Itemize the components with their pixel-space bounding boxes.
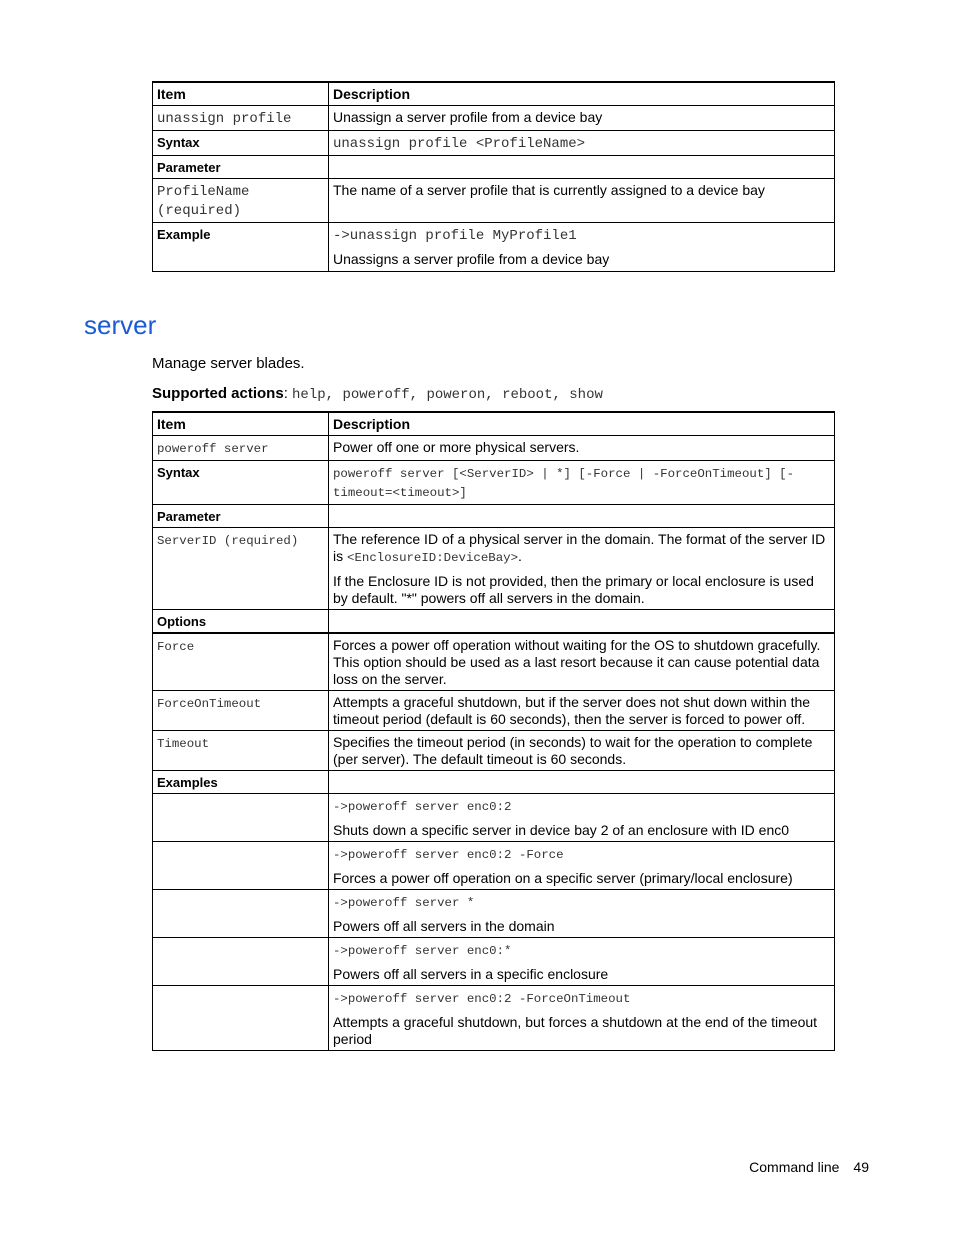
item-cell: Force bbox=[153, 633, 329, 691]
example-description: Powers off all servers in the domain bbox=[333, 918, 555, 934]
item-cell: Timeout bbox=[153, 731, 329, 771]
description-cell bbox=[329, 890, 835, 938]
table-row bbox=[153, 731, 835, 771]
description-cell bbox=[329, 610, 835, 634]
table-row bbox=[153, 890, 835, 938]
footer-section-name: Command line bbox=[749, 1159, 840, 1175]
table-row bbox=[153, 610, 835, 634]
item-cell bbox=[153, 890, 329, 938]
header-item: Item bbox=[153, 412, 329, 436]
description-cell: unassign profile <ProfileName> bbox=[329, 131, 835, 156]
table-row bbox=[153, 179, 835, 223]
description-cell bbox=[329, 771, 835, 794]
table-header-row bbox=[153, 412, 835, 436]
example-command: ->poweroff server * bbox=[333, 896, 475, 910]
example-command: ->poweroff server enc0:* bbox=[333, 944, 512, 958]
table-row bbox=[153, 436, 835, 461]
table-row bbox=[153, 938, 835, 986]
item-cell: Parameter bbox=[153, 505, 329, 528]
description-cell bbox=[329, 794, 835, 842]
description-cell bbox=[329, 156, 835, 179]
table-row bbox=[153, 156, 835, 179]
item-cell: Options bbox=[153, 610, 329, 634]
item-cell: poweroff server bbox=[153, 436, 329, 461]
description-cell bbox=[329, 986, 835, 1051]
supported-actions-list: help, poweroff, poweron, reboot, show bbox=[292, 387, 603, 403]
page-footer bbox=[749, 1159, 869, 1175]
header-description: Description bbox=[329, 82, 835, 106]
item-cell: Syntax bbox=[153, 131, 329, 156]
description-cell bbox=[329, 938, 835, 986]
description-cell: poweroff server [<ServerID> | *] [-Force | -ForceOnTimeout] [-timeout=<timeout>] bbox=[329, 461, 835, 505]
table-row bbox=[153, 461, 835, 505]
example-description: Unassigns a server profile from a device bay bbox=[333, 251, 610, 267]
header-item: Item bbox=[153, 82, 329, 106]
table-header-row bbox=[153, 82, 835, 106]
description-cell: Power off one or more physical servers. bbox=[329, 436, 835, 461]
table-row bbox=[153, 505, 835, 528]
page-number: 49 bbox=[853, 1159, 869, 1175]
description-cell: Forces a power off operation without waiting for the OS to shutdown gracefully. This option should be used as a last resort because it can cause potential data loss on the server. bbox=[329, 633, 835, 691]
item-cell: ForceOnTimeout bbox=[153, 691, 329, 731]
table-row bbox=[153, 633, 835, 691]
table-row bbox=[153, 794, 835, 842]
example-description: Attempts a graceful shutdown, but forces a shutdown at the end of the timeout period bbox=[333, 1014, 818, 1047]
item-cell: Example bbox=[153, 223, 329, 272]
description-cell bbox=[329, 842, 835, 890]
poweroff-server-table bbox=[152, 411, 835, 1051]
description-cell: Attempts a graceful shutdown, but if the server does not shut down within the timeout period (default is 60 seconds), then the server is forced to power off. bbox=[329, 691, 835, 731]
table-row bbox=[153, 106, 835, 131]
supported-actions: Supported actions: help, poweroff, poweron, reboot, show bbox=[152, 385, 603, 403]
description-cell bbox=[329, 223, 835, 272]
item-cell: Parameter bbox=[153, 156, 329, 179]
table-row bbox=[153, 691, 835, 731]
example-description: Shuts down a specific server in device bay 2 of an enclosure with ID enc0 bbox=[333, 822, 790, 838]
description-cell: The name of a server profile that is currently assigned to a device bay bbox=[329, 179, 835, 223]
table-row bbox=[153, 986, 835, 1051]
unassign-profile-table bbox=[152, 81, 835, 272]
item-cell bbox=[153, 986, 329, 1051]
section-intro: Manage server blades. bbox=[152, 355, 305, 372]
table-row bbox=[153, 223, 835, 272]
description-cell: The reference ID of a physical server in the domain. The format of the server ID is <EnclosureID:DeviceBay>. If the Enclosure ID is not provided, then the primary or local enclosure is used by default. "*" powers off all servers in the domain. bbox=[329, 528, 835, 610]
item-cell bbox=[153, 938, 329, 986]
example-command: ->poweroff server enc0:2 bbox=[333, 800, 512, 814]
item-cell: unassign profile bbox=[153, 106, 329, 131]
description-cell: Specifies the timeout period (in seconds) to wait for the operation to complete (per server). The default timeout is 60 seconds. bbox=[329, 731, 835, 771]
example-command: ->poweroff server enc0:2 -ForceOnTimeout bbox=[333, 992, 631, 1006]
example-command: ->unassign profile MyProfile1 bbox=[333, 228, 577, 244]
item-cell bbox=[153, 794, 329, 842]
item-cell bbox=[153, 842, 329, 890]
description-cell bbox=[329, 505, 835, 528]
item-cell: Syntax bbox=[153, 461, 329, 505]
example-command: ->poweroff server enc0:2 -Force bbox=[333, 848, 564, 862]
item-cell: ProfileName (required) bbox=[153, 179, 329, 223]
table-row bbox=[153, 771, 835, 794]
example-description: Powers off all servers in a specific enclosure bbox=[333, 966, 609, 982]
item-cell: ServerID (required) bbox=[153, 528, 329, 610]
example-description: Forces a power off operation on a specific server (primary/local enclosure) bbox=[333, 870, 793, 886]
table-row bbox=[153, 842, 835, 890]
item-cell: Examples bbox=[153, 771, 329, 794]
table-row bbox=[153, 528, 835, 610]
header-description: Description bbox=[329, 412, 835, 436]
supported-actions-label: Supported actions bbox=[152, 385, 284, 402]
section-title: server bbox=[84, 310, 157, 340]
description-cell: Unassign a server profile from a device bay bbox=[329, 106, 835, 131]
table-row bbox=[153, 131, 835, 156]
